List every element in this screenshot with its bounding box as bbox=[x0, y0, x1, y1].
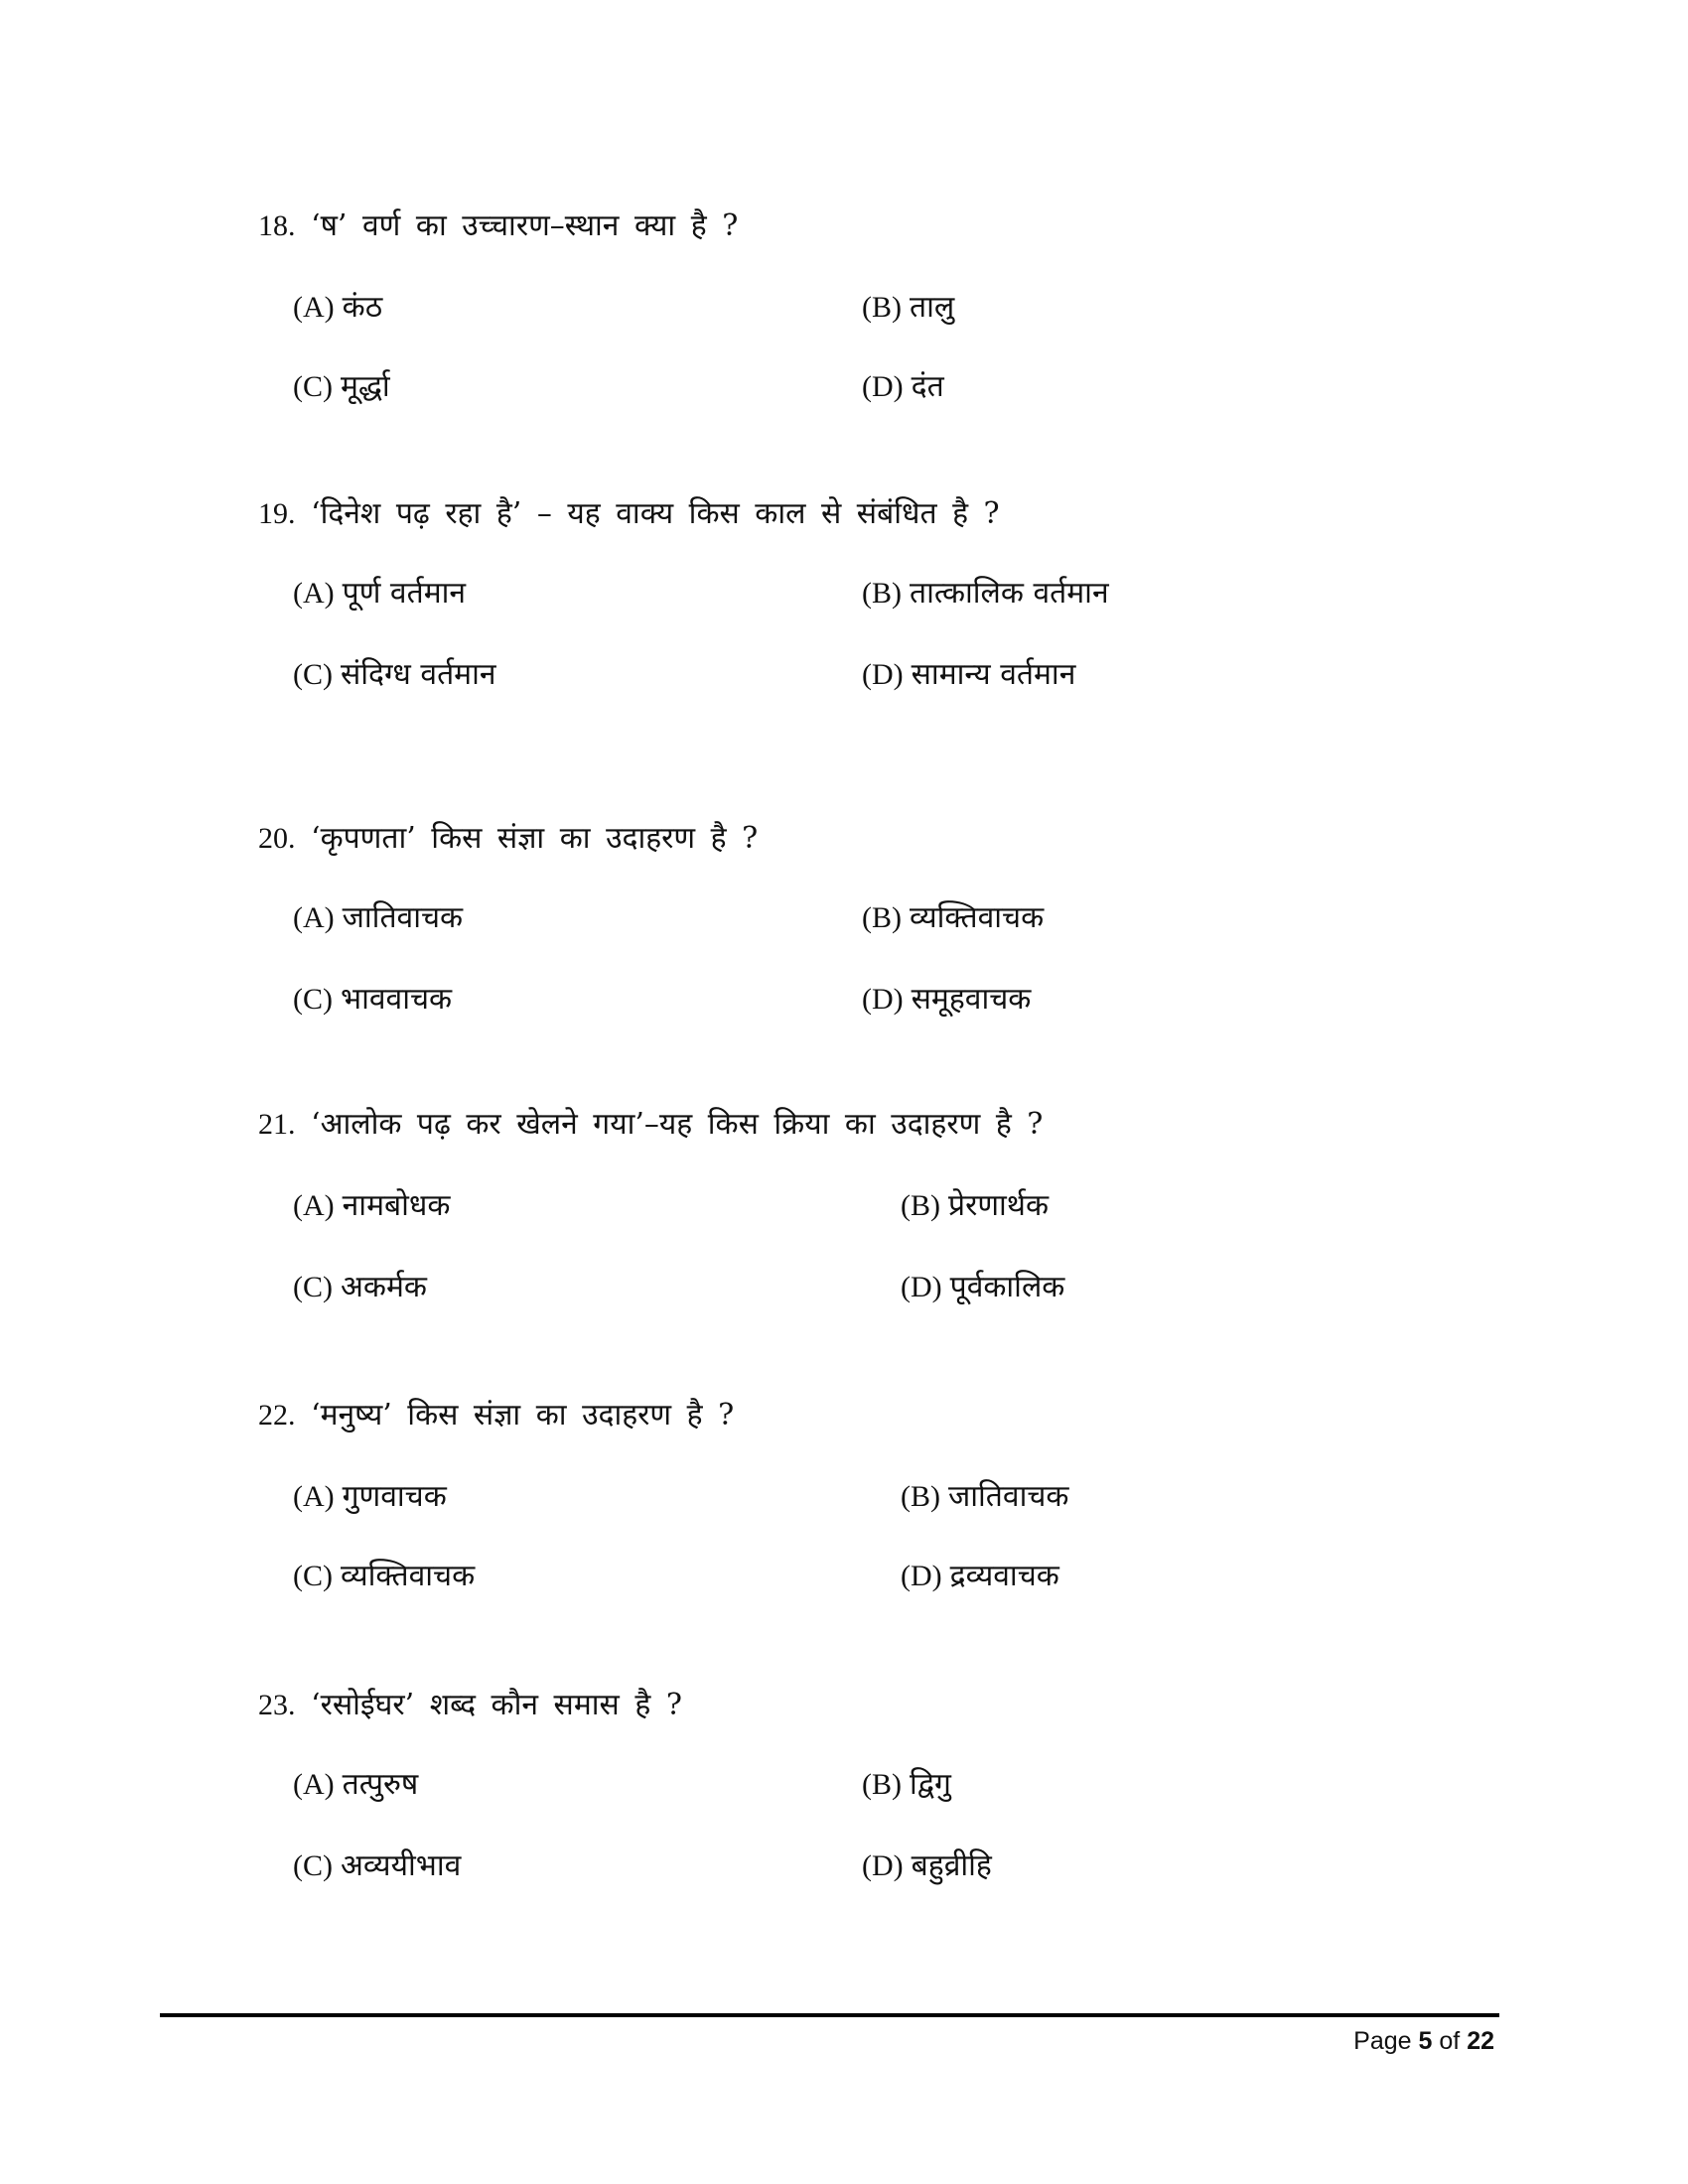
question-number: 23. bbox=[258, 1689, 296, 1721]
question-text: ‘रसोईघर’ शब्द कौन समास है ? bbox=[311, 1688, 682, 1722]
option-label: (A) bbox=[293, 577, 335, 610]
option-label: (C) bbox=[293, 1560, 333, 1592]
option-text: तात्कालिक वर्तमान bbox=[910, 576, 1109, 611]
question-number: 18. bbox=[258, 209, 296, 242]
page-of: of bbox=[1439, 2027, 1461, 2055]
option-a bbox=[293, 1477, 447, 1517]
question-text: ‘ष’ वर्ण का उच्चारण–स्थान क्या है ? bbox=[311, 208, 739, 243]
question-number: 21. bbox=[258, 1108, 296, 1141]
option-d bbox=[901, 1268, 1064, 1307]
page-current: 5 bbox=[1418, 2027, 1433, 2055]
option-d bbox=[862, 655, 1075, 695]
option-b bbox=[901, 1477, 1068, 1517]
option-d bbox=[901, 1557, 1059, 1596]
option-label: (B) bbox=[862, 291, 902, 324]
option-label: (C) bbox=[293, 1271, 333, 1303]
option-label: (C) bbox=[293, 1849, 333, 1882]
option-label: (B) bbox=[862, 577, 902, 610]
option-text: तालु bbox=[910, 290, 955, 325]
question-text: ‘दिनेश पढ़ रहा है’ – यह वाक्य किस काल से संबंधित है ? bbox=[311, 496, 1000, 531]
option-a bbox=[293, 288, 382, 328]
option-c bbox=[293, 1846, 461, 1886]
option-text: प्रेरणार्थक bbox=[948, 1188, 1050, 1223]
option-label: (D) bbox=[901, 1271, 942, 1303]
option-label: (A) bbox=[293, 1480, 335, 1513]
option-c bbox=[293, 1268, 427, 1307]
option-text: गुणवाचक bbox=[342, 1479, 447, 1514]
option-b bbox=[862, 574, 1109, 614]
option-label: (D) bbox=[862, 983, 904, 1016]
option-label: (B) bbox=[901, 1189, 940, 1222]
option-text: बहुव्रीहि bbox=[911, 1848, 992, 1883]
option-c bbox=[293, 655, 496, 695]
option-a bbox=[293, 574, 466, 614]
option-label: (A) bbox=[293, 291, 335, 324]
option-label: (D) bbox=[862, 1849, 904, 1882]
option-text: कंठ bbox=[342, 290, 383, 325]
option-d bbox=[862, 980, 1031, 1020]
option-label: (C) bbox=[293, 370, 333, 403]
option-text: जातिवाचक bbox=[948, 1479, 1069, 1514]
option-c bbox=[293, 1557, 475, 1596]
question-text: ‘मनुष्य’ किस संज्ञा का उदाहरण है ? bbox=[311, 1398, 735, 1433]
footer-divider bbox=[160, 2013, 1499, 2017]
option-text: समूहवाचक bbox=[911, 982, 1032, 1017]
option-label: (D) bbox=[901, 1560, 942, 1592]
option-c bbox=[293, 980, 452, 1020]
option-b bbox=[901, 1186, 1049, 1226]
option-text: तत्पुरुष bbox=[342, 1767, 419, 1802]
option-label: (C) bbox=[293, 658, 333, 691]
option-b bbox=[862, 1765, 951, 1805]
option-label: (B) bbox=[901, 1480, 940, 1513]
option-label: (A) bbox=[293, 1189, 335, 1222]
page-number bbox=[1353, 2025, 1494, 2057]
option-text: जातिवाचक bbox=[342, 900, 464, 935]
option-d bbox=[862, 1846, 992, 1886]
option-text: दंत bbox=[911, 369, 944, 404]
option-text: व्यक्तिवाचक bbox=[341, 1559, 476, 1593]
option-text: सामान्य वर्तमान bbox=[911, 657, 1076, 692]
option-text: द्विगु bbox=[910, 1767, 951, 1802]
option-label: (B) bbox=[862, 1768, 902, 1801]
option-label: (A) bbox=[293, 901, 335, 934]
option-label: (B) bbox=[862, 901, 902, 934]
question-text: ‘कृपणता’ किस संज्ञा का उदाहरण है ? bbox=[311, 821, 759, 856]
option-b bbox=[862, 288, 954, 328]
option-a bbox=[293, 898, 463, 938]
option-a bbox=[293, 1186, 450, 1226]
option-label: (D) bbox=[862, 658, 904, 691]
option-a bbox=[293, 1765, 418, 1805]
option-text: नामबोधक bbox=[342, 1188, 451, 1223]
page-prefix: Page bbox=[1353, 2027, 1412, 2055]
option-d bbox=[862, 367, 944, 407]
option-text: अकर्मक bbox=[341, 1270, 427, 1304]
option-text: पूर्ण वर्तमान bbox=[342, 576, 467, 611]
option-text: पूर्वकालिक bbox=[949, 1270, 1065, 1304]
option-text: मूर्द्धा bbox=[341, 369, 390, 404]
option-c bbox=[293, 367, 390, 407]
option-text: व्यक्तिवाचक bbox=[910, 900, 1045, 935]
question-number: 22. bbox=[258, 1399, 296, 1432]
option-text: द्रव्यवाचक bbox=[949, 1559, 1059, 1593]
option-text: अव्ययीभाव bbox=[341, 1848, 462, 1883]
option-b bbox=[862, 898, 1044, 938]
page-total: 22 bbox=[1467, 2027, 1494, 2055]
option-text: भाववाचक bbox=[341, 982, 453, 1017]
option-label: (C) bbox=[293, 983, 333, 1016]
question-text: ‘आलोक पढ़ कर खेलने गया’–यह किस क्रिया का उदाहरण है ? bbox=[311, 1107, 1044, 1142]
question-number: 19. bbox=[258, 497, 296, 530]
question-number: 20. bbox=[258, 822, 296, 855]
option-text: संदिग्ध वर्तमान bbox=[341, 657, 496, 692]
option-label: (A) bbox=[293, 1768, 335, 1801]
option-label: (D) bbox=[862, 370, 904, 403]
